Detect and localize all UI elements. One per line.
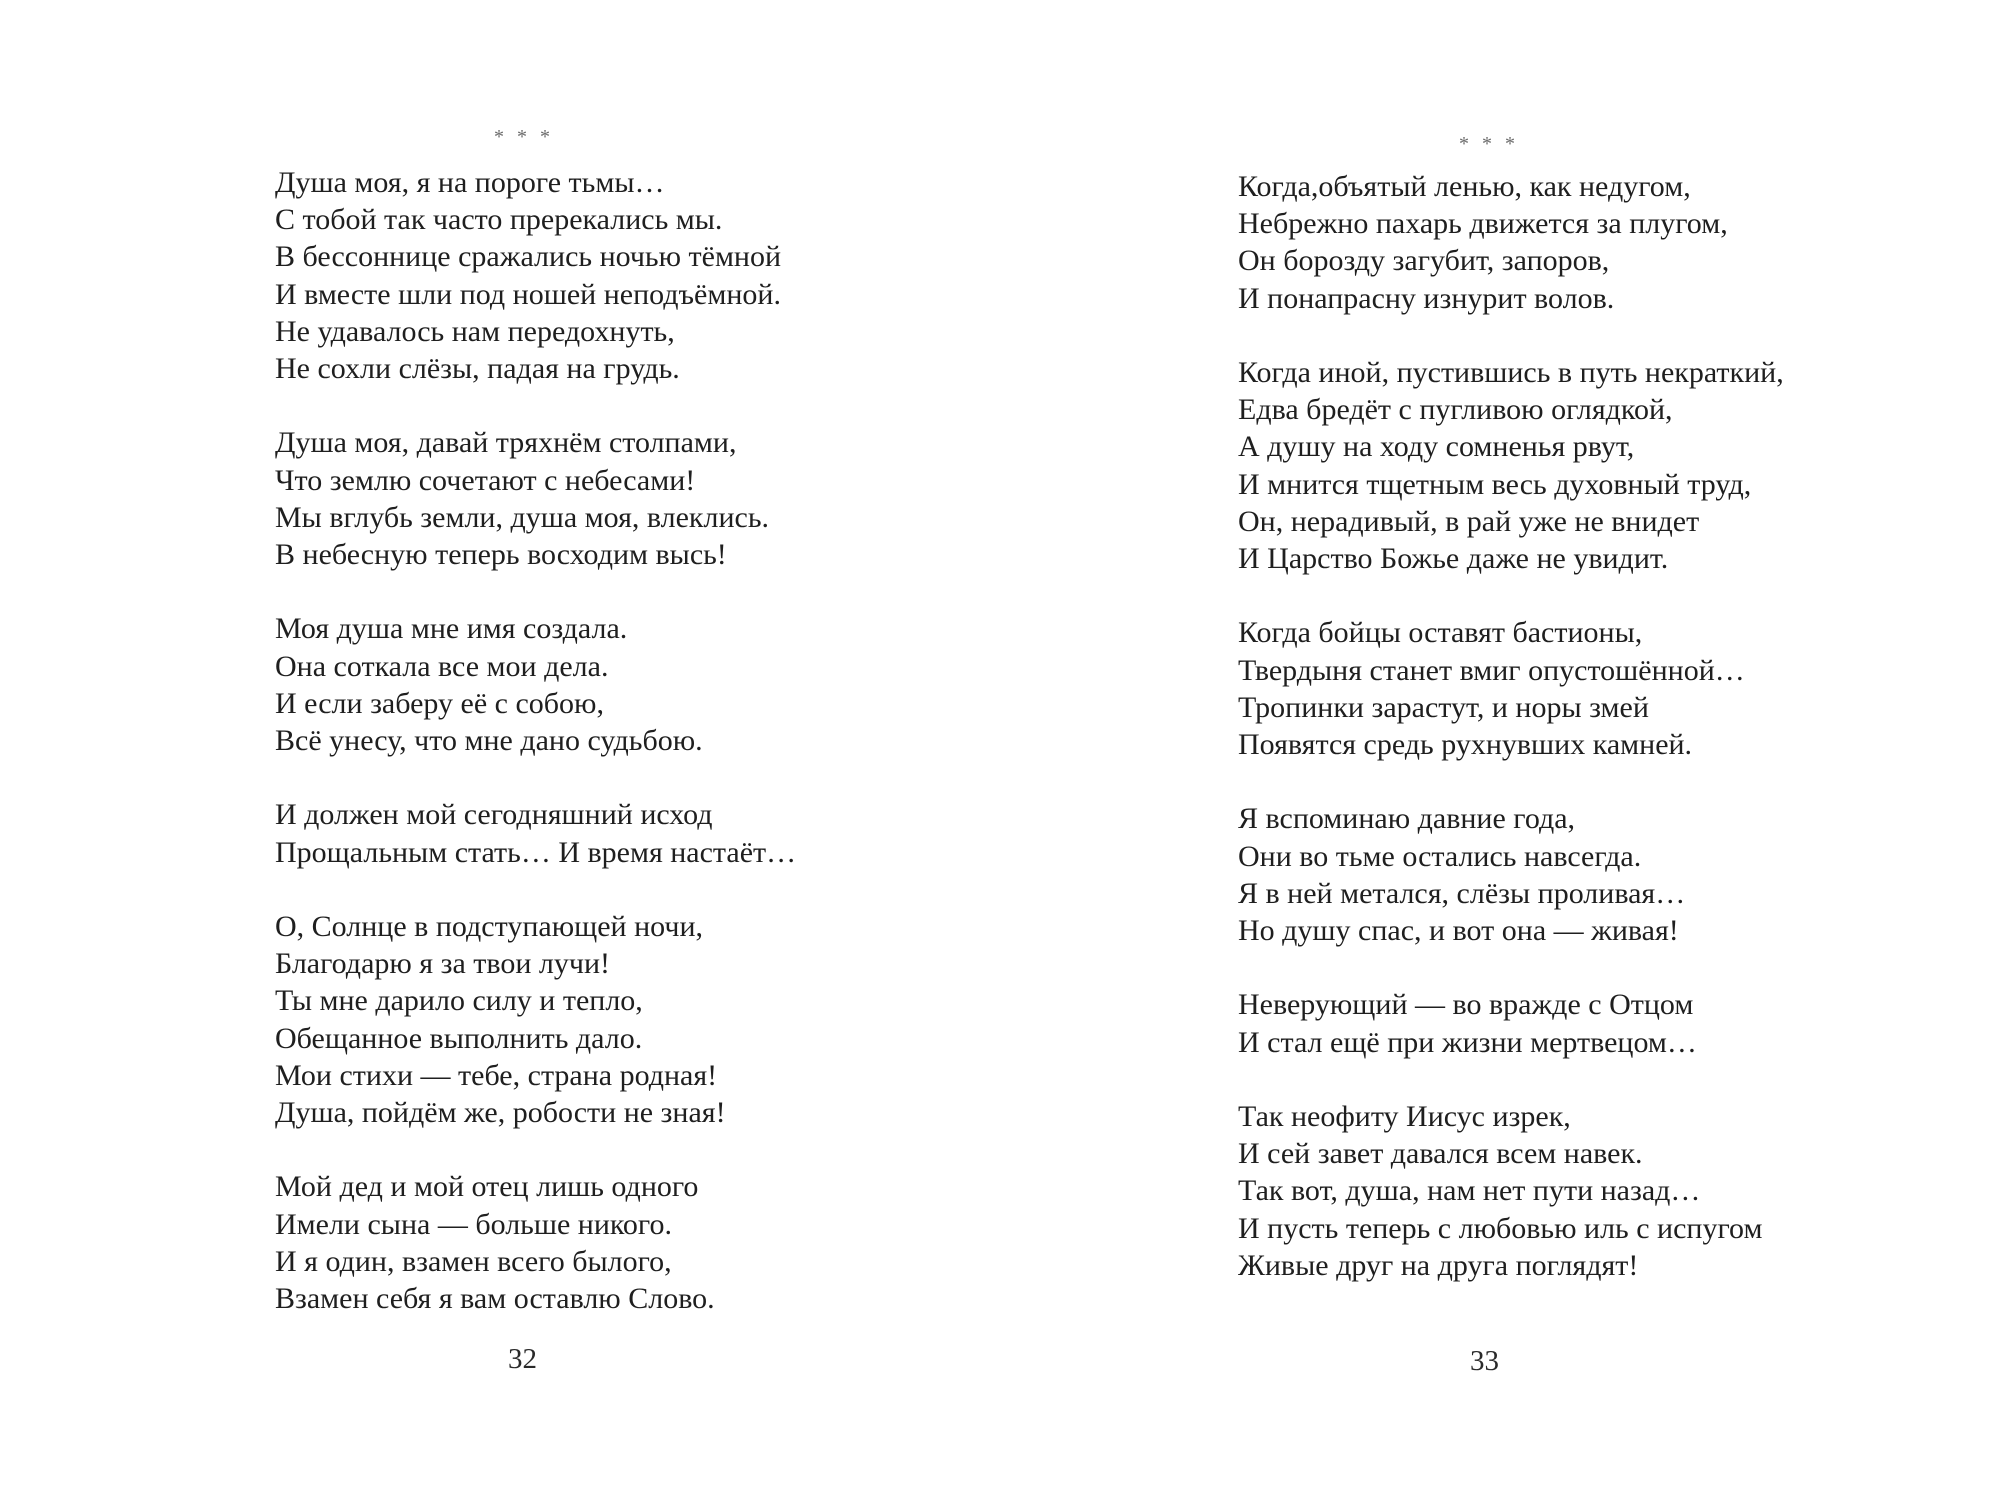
stanza: [275, 796, 796, 870]
verse-line: Едва бредёт с пугливою оглядкой,: [1238, 393, 1673, 427]
verse-line: Я вспоминаю давние года,: [1238, 802, 1576, 836]
verse-line: Когда бойцы оставят бастионы,: [1238, 616, 1643, 650]
verse-line: И сей завет давался всем навек.: [1238, 1137, 1643, 1171]
verse-line: Мои стихи — тебе, страна родная!: [275, 1058, 718, 1092]
verse-line: Он, нерадивый, в рай уже не внидет: [1238, 504, 1700, 538]
asterism-ornament: * * *: [1459, 133, 1519, 155]
verse-line: О, Солнце в подступающей ночи,: [275, 910, 703, 943]
verse-line: Живые друг на друга поглядят!: [1238, 1248, 1639, 1282]
verse-line: И должен мой сегодняшний исход: [275, 798, 713, 832]
verse-line: И я один, взамен всего былого,: [275, 1244, 672, 1278]
verse-line: Имели сына — больше никого.: [275, 1207, 672, 1241]
verse-line: Неверующий — во вражде с Отцом: [1238, 988, 1694, 1022]
page-number: 33: [1470, 1345, 1499, 1377]
stanza: [1238, 986, 1784, 1060]
verse-line: Душа моя, давай тряхнём столпами,: [275, 426, 737, 460]
verse-line: И если заберу её с собою,: [275, 686, 604, 720]
verse-line: Я в ней метался, слёзы проливая…: [1238, 876, 1686, 910]
verse-line: Она соткала все мои дела.: [275, 649, 609, 683]
stanza: [1238, 168, 1784, 317]
verse-line: А душу на ходу сомненья рвут,: [1238, 430, 1635, 464]
verse-line: В бессоннице сражались ночью тёмной: [275, 240, 782, 274]
verse-line: С тобой так часто пререкались мы.: [275, 203, 723, 237]
verse-line: Не сохли слёзы, падая на грудь.: [275, 352, 680, 386]
stanza: [275, 424, 796, 573]
verse-line: Душа, пойдём же, робости не зная!: [275, 1096, 726, 1130]
verse-line: Душа моя, я на пороге тьмы…: [275, 166, 665, 199]
verse-line: И вместе шли под ношей неподъёмной.: [275, 277, 781, 311]
verse-line: Когда,объятый ленью, как недугом,: [1238, 170, 1691, 203]
stanza: [1238, 1098, 1784, 1284]
verse-line: Когда иной, пустившись в путь некраткий,: [1238, 356, 1784, 389]
verse-line: И стал ещё при жизни мертвецом…: [1238, 1025, 1697, 1059]
verse-line: Так неофиту Иисус изрек,: [1238, 1100, 1571, 1133]
poem-left: [275, 164, 796, 1317]
page-number: 32: [508, 1343, 537, 1375]
stanza: [1238, 614, 1784, 763]
verse-line: И Царство Божье даже не увидит.: [1238, 542, 1669, 576]
verse-line: Прощальным стать… И время настаёт…: [275, 835, 797, 869]
verse-line: Тропинки зарастут, и норы змей: [1238, 690, 1649, 724]
stanza: [1238, 800, 1784, 949]
verse-line: В небесную теперь восходим высь!: [275, 538, 727, 572]
verse-line: И мнится тщетным весь духовный труд,: [1238, 467, 1752, 501]
verse-line: Всё унесу, что мне дано судьбою.: [275, 724, 703, 758]
verse-line: Мой дед и мой отец лишь одного: [275, 1170, 699, 1204]
verse-line: Они во тьме остались навсегда.: [1238, 839, 1642, 873]
verse-line: Твердыня станет вмиг опустошённой…: [1238, 653, 1745, 687]
verse-line: Так вот, душа, нам нет пути назад…: [1238, 1174, 1701, 1208]
verse-line: Обещанное выполнить дало.: [275, 1021, 643, 1055]
verse-line: Небрежно пахарь движется за плугом,: [1238, 207, 1728, 241]
verse-line: Что землю сочетают с небесами!: [275, 463, 696, 497]
poem-right: [1238, 168, 1784, 1284]
stanza: [275, 1168, 796, 1317]
verse-line: И понапрасну изнурит волов.: [1238, 281, 1615, 315]
verse-line: И пусть теперь с любовью иль с испугом: [1238, 1211, 1763, 1245]
verse-line: Он борозду загубит, запоров,: [1238, 244, 1610, 278]
asterism-ornament: * * *: [494, 126, 554, 148]
stanza: [1238, 354, 1784, 577]
verse-line: Появятся средь рухнувших камней.: [1238, 728, 1693, 762]
verse-line: Благодарю я за твои лучи!: [275, 947, 610, 981]
verse-line: Не удавалось нам передохнуть,: [275, 314, 675, 348]
verse-line: Мы вглубь земли, душа моя, влеклись.: [275, 500, 770, 534]
right-page: [1000, 0, 2000, 1499]
stanza: [275, 164, 796, 387]
stanza: [275, 610, 796, 759]
verse-line: Взамен себя я вам оставлю Слово.: [275, 1282, 715, 1316]
stanza: [275, 908, 796, 1131]
verse-line: Но душу спас, и вот она — живая!: [1238, 914, 1679, 948]
verse-line: Ты мне дарило силу и тепло,: [275, 984, 643, 1018]
verse-line: Моя душа мне имя создала.: [275, 612, 628, 646]
